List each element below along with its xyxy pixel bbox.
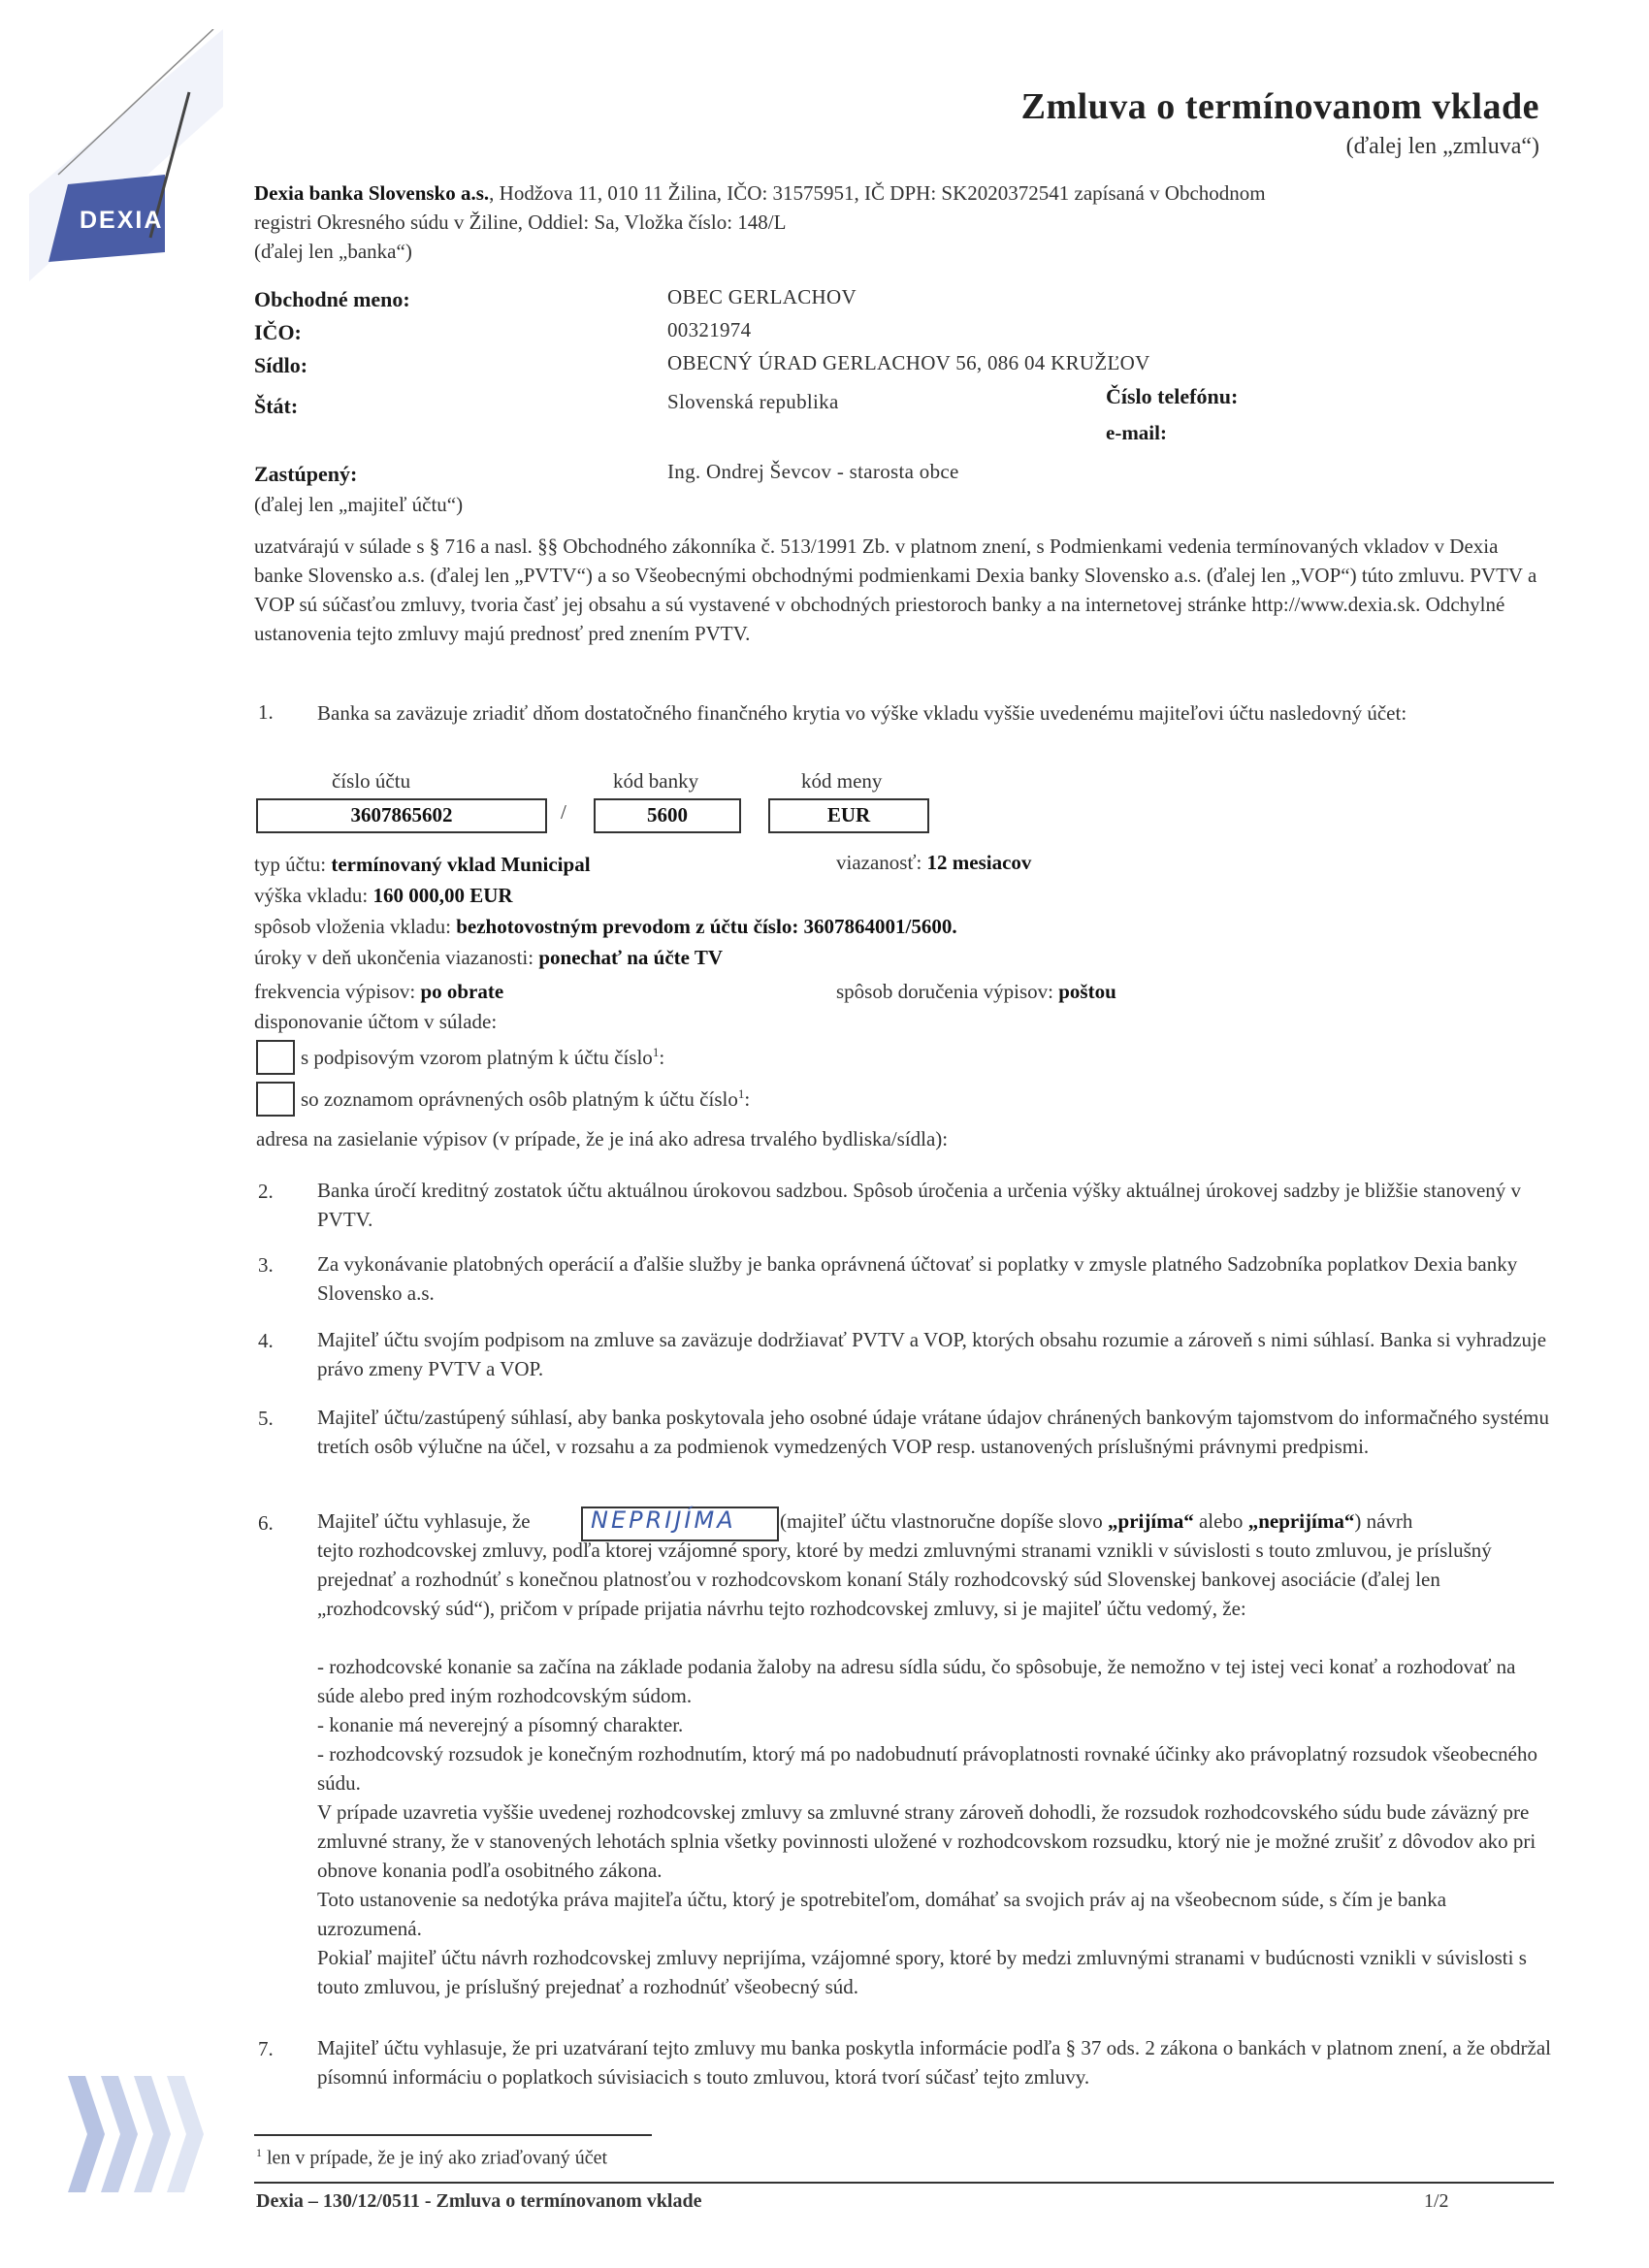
item-6-bullet-3: - rozhodcovský rozsudok je konečným rozhodnutím, ktorý má po nadobudnutí právoplatnosti rovnaké účinky ako právoplatný rozsudok všeobecného súdu. [317,1742,1537,1795]
item-6-paragraph-b: Toto ustanovenie sa nedotýka práva majiteľa účtu, ktorý je spotrebiteľom, domáhať sa svojich práv aj na všeobecnom súde, s čím je banka uzrozumená. [317,1888,1447,1940]
client-ico-value: 00321974 [667,318,752,341]
term-value: 12 mesiacov [926,851,1032,874]
bank-code-field[interactable]: 5600 [594,798,741,833]
item-6-number: 6. [258,1511,274,1535]
deposit-amount: výška vkladu: 160 000,00 EUR [254,884,513,907]
item-6-bullet-2: - konanie má neverejný a písomný charakter. [317,1713,684,1736]
item-6-paragraph-a: V prípade uzavretia vyššie uvedenej rozhodcovskej zmluvy sa zmluvné strany zároveň dohodli, že rozsudok rozhodcovského súdu bude záväzný pre zmluvné strany, že v stanovených lehotách splnia všetky povinnosti uložené v rozhodcovskom rozsudku, ktorý nie je možné zrušiť z dôvodov ako pri obnove konania podľa osobitného zákona. [317,1800,1536,1882]
account-number-label: číslo účtu [332,769,411,793]
item-6-lead: Majiteľ účtu vyhlasuje, že [317,1509,531,1533]
dexia-logo [29,29,242,281]
footer-divider [254,2182,1554,2184]
item-1-text: Banka sa zaväzuje zriadiť dňom dostatočného finančného krytia vo výške vkladu vyššie uvedenému majiteľovi účtu nasledovný účet: [317,701,1407,725]
document-subtitle: (ďalej len „zmluva“) [1345,134,1539,159]
statement-address-label: adresa na zasielanie výpisov (v prípade, že je iná ako adresa trvalého bydliska/sídla): [256,1127,949,1150]
item-3-number: 3. [258,1253,274,1277]
intro-paragraph: uzatvárajú v súlade s § 716 a nasl. §§ Obchodného zákonníka č. 513/1991 Zb. v platnom znení, s Podmienkami vedenia termínovaných vkladov v Dexia banke Slovensko a.s. (ďalej len „PVTV“) a so Všeobecnými obchodnými podmienkami Dexia banky Slovensko a.s. (ďalej len „VOP“) túto zmluvu. PVTV a VOP sú súčasťou zmluvy, tvoria časť jej obsahu a sú vystavené v obchodných priestoroch banky a na internetovej stránke http://www.dexia.sk. Odchylné ustanovenia tejto zmluvy majú prednosť pred znením PVTV. [254,535,1537,645]
item-5-number: 5. [258,1407,274,1430]
footnote: $^1$ len v prípade, že je iný ako zriaďovaný účet [256,2146,608,2169]
client-seat-value: OBECNÝ ÚRAD GERLACHOV 56, 086 04 KRUŽĽOV [667,351,1150,374]
item-4-number: 4. [258,1329,274,1352]
item-5-text: Majiteľ účtu/zastúpený súhlasí, aby banka poskytovala jeho osobné údaje vrátane údajov chránených bankovým tajomstvom do informačného systému tretích osôb výlučne na účel, v rozsahu a za podmienok vymedzených VOP resp. ustanovených príslušnými právnymi predpismi. [317,1406,1549,1458]
authorized-persons-label: so zoznamom oprávnených osôb platným k účtu číslo$^1$: [301,1086,751,1111]
currency-field[interactable]: EUR [768,798,929,833]
signature-specimen-checkbox[interactable] [256,1040,295,1075]
account-type-value: termínovaný vklad Municipal [331,853,591,876]
item-4-text: Majiteľ účtu svojím podpisom na zmluve sa zaväzuje dodržiavať PVTV a VOP, ktorých obsahu rozumie a zároveň s nimi súhlasí. Banka si vyhradzuje právo zmeny PVTV a VOP. [317,1328,1547,1380]
phone-label: Číslo telefónu: [1106,384,1239,408]
signature-specimen-label: s podpisovým vzorom platným k účtu číslo$^1$: [301,1045,665,1069]
logo-text: DEXIA [80,207,164,234]
item-6-instruction: (majiteľ účtu vlastnoručne dopíše slovo „prijíma“ alebo „neprijíma“) návrh [780,1509,1413,1533]
bank-details-2: registri Okresného súdu v Žiline, Oddiel: Sa, Vložka číslo: 148/L [254,211,787,234]
bank-name: Dexia banka Slovensko a.s. [254,181,490,205]
account-number-field[interactable]: 3607865602 [256,798,547,833]
client-seat-label: Sídlo: [254,353,308,377]
client-ico-label: IČO: [254,320,302,344]
email-label: e-mail: [1106,421,1167,444]
representative-note: (ďalej len „majiteľ účtu“) [254,493,464,516]
currency-label: kód meny [801,769,883,793]
client-name-label: Obchodné meno: [254,287,410,311]
bank-info [254,178,1544,266]
page-number: 1/2 [1424,2190,1449,2212]
item-6-body: tejto rozhodcovskej zmluvy, podľa ktorej vzájomné spory, ktoré by medzi zmluvnými stranami vznikli v súvislosti s touto zmluvou, je príslušný prejednať a rozhodnúť s konečnou platnosťou v rozhodcovskom konaní Stály rozhodcovský súd Slovenskej bankovej asociácie (ďalej len „rozhodcovský súd“), pričom v prípade prijatia návrhu tejto rozhodcovskej zmluvy, si je majiteľ účtu vedomý, že: [317,1539,1492,1620]
item-6-paragraph-c: Pokiaľ majiteľ účtu návrh rozhodcovskej zmluvy neprijíma, vzájomné spory, ktoré by medzi zmluvnými stranami v budúcnosti vznikli v súvislosti s touto zmluvou, je príslušný prejednať a rozhodnúť všeobecný súd. [317,1946,1527,1998]
bank-details-3: (ďalej len „banka“) [254,240,412,263]
statement-frequency-value: po obrate [420,980,504,1003]
footnote-divider [254,2134,652,2136]
statement-delivery: spôsob doručenia výpisov: poštou [836,980,1116,1003]
deposit-amount-value: 160 000,00 EUR [372,884,513,907]
item-7-text: Majiteľ účtu vyhlasuje, že pri uzatváraní tejto zmluvy mu banka poskytla informácie podľa § 37 ods. 2 zákona o bankách v platnom znení, a že obdržal písomnú informáciu o poplatkoch súvisiacich s touto zmluvou, ktorá tvorí súčasť tejto zmluvy. [317,2036,1551,2089]
item-7-number: 7. [258,2037,274,2060]
account-type: typ účtu: termínovaný vklad Municipal [254,853,591,876]
item-3-text: Za vykonávanie platobných operácií a ďalšie služby je banka oprávnená účtovať si poplatky v zmysle platného Sadzobníka poplatkov Dexia banky Slovensko a.s. [317,1252,1518,1305]
statement-frequency: frekvencia výpisov: po obrate [254,980,504,1003]
document-title: Zmluva o termínovanom vklade [1020,86,1539,127]
representative-label: Zastúpený: [254,462,358,486]
decorative-chevrons [68,2076,213,2197]
statement-delivery-value: poštou [1058,980,1116,1003]
deposit-method: spôsob vloženia vkladu: bezhotovostným prevodom z účtu číslo: 3607864001/5600. [254,915,957,938]
bank-details-1: , Hodžova 11, 010 11 Žilina, IČO: 31575951, IČ DPH: SK2020372541 zapísaná v Obchodnom [489,181,1266,205]
disposal-label: disponovanie účtom v súlade: [254,1010,498,1033]
account-slash: / [561,800,566,824]
item-2-text: Banka úročí kreditný zostatok účtu aktuálnou úrokovou sadzbou. Spôsob úročenia a určenia výšky aktuálnej úrokovej sadzby je bližšie stanovený v PVTV. [317,1179,1522,1231]
deposit-method-value: bezhotovostným prevodom z účtu číslo: 3607864001/5600. [456,915,957,938]
client-state-label: Štát: [254,394,299,418]
interest-handling-value: ponechať na účte TV [538,946,723,969]
item-6-bullet-1: - rozhodcovské konanie sa začína na základe podania žaloby na adresu sídla súdu, čo spôsobuje, že nemožno v tej istej veci konať a rozhodovať na súde alebo pred iným rozhodcovským súdom. [317,1655,1516,1707]
footer-left: Dexia – 130/12/0511 - Zmluva o termínovanom vklade [256,2190,702,2212]
term: viazanosť: 12 mesiacov [836,851,1032,874]
handwritten-answer: NEPRIJÍMA [591,1507,736,1534]
representative-value: Ing. Ondrej Ševcov - starosta obce [667,460,959,483]
authorized-persons-checkbox[interactable] [256,1082,295,1117]
item-1-number: 1. [258,700,274,724]
client-state-value: Slovenská republika [667,390,839,413]
client-name-value: OBEC GERLACHOV [667,285,857,308]
bank-code-label: kód banky [613,769,699,793]
interest-handling: úroky v deň ukončenia viazanosti: ponechať na účte TV [254,946,723,969]
item-2-number: 2. [258,1180,274,1203]
